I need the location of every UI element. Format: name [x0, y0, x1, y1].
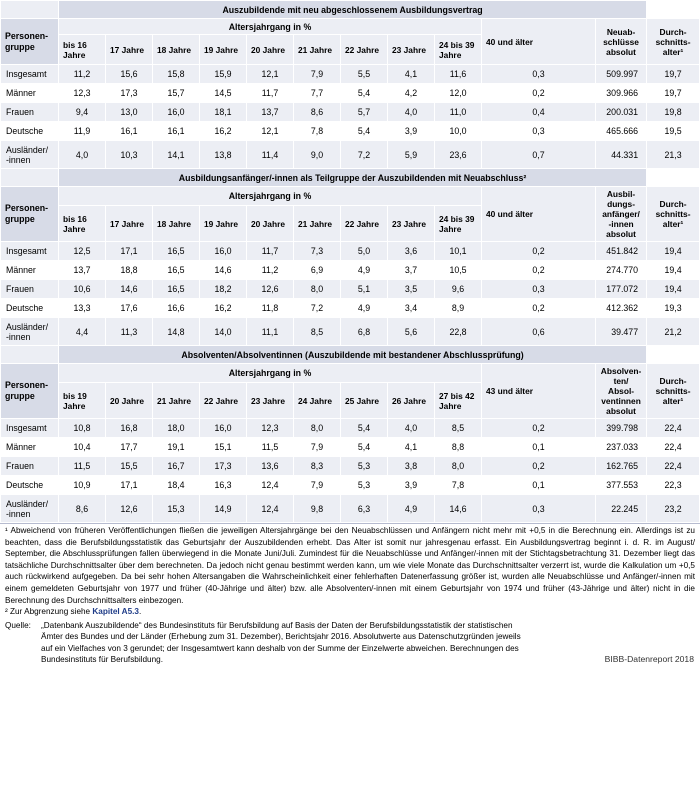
column-header: 24 Jahre [294, 383, 341, 419]
table-cell: 12,6 [247, 280, 294, 299]
column-header: 27 bis 42 Jahre [435, 383, 482, 419]
table-cell: 39.477 [596, 318, 647, 346]
table-cell: 14,1 [153, 141, 200, 169]
table-cell: 5,4 [341, 438, 388, 457]
table-cell: 7,3 [294, 242, 341, 261]
row-label: Insgesamt [1, 419, 59, 438]
table-cell: 11,6 [435, 65, 482, 84]
table-cell: 16,0 [200, 419, 247, 438]
table-cell: 18,4 [153, 476, 200, 495]
table-cell: 412.362 [596, 299, 647, 318]
column-header: Neuab-schlüsse absolut [596, 19, 647, 65]
table-cell: 6,9 [294, 261, 341, 280]
table-cell: 4,9 [341, 299, 388, 318]
table-cell: 177.072 [596, 280, 647, 299]
table-cell: 9,6 [435, 280, 482, 299]
column-header: 17 Jahre [106, 35, 153, 65]
table-cell: 7,2 [341, 141, 388, 169]
row-label: Deutsche [1, 122, 59, 141]
table-cell: 9,0 [294, 141, 341, 169]
table-row [1, 419, 700, 438]
column-header: 21 Jahre [153, 383, 200, 419]
table-cell: 14,6 [106, 280, 153, 299]
table-cell: 19,7 [647, 84, 700, 103]
table-cell: 3,8 [388, 457, 435, 476]
table-cell: 3,4 [388, 299, 435, 318]
table-cell: 8,6 [59, 495, 106, 523]
source-text: „Datenbank Auszubildende“ des Bundesinstituts für Berufsbildung auf Basis der Daten der Berufsbildungsstatistik der statistischen Ämter des Bundes und der Länder (Erhebung zum 31. Dezember), Berichtsjahr 2016. Absolutwerte aus Datenschutzgründen jeweils auf ein Vielfaches von 3 gerundet; der Insgesamtwert kann deshalb von der Summe der Einzelwerte abweichen. Berechnungen des Bundesinstituts für Berufsbildung. [41, 620, 521, 664]
table-cell: 10,4 [59, 438, 106, 457]
source-label: Quelle: [5, 620, 31, 630]
table-cell: 16,8 [106, 419, 153, 438]
table-cell: 4,4 [59, 318, 106, 346]
table-cell: 19,5 [647, 122, 700, 141]
section-title: Ausbildungsanfänger/-innen als Teilgruppe der Auszubildenden mit Neuabschluss² [59, 169, 647, 187]
column-header: 22 Jahre [341, 35, 388, 65]
table-cell: 16,0 [200, 242, 247, 261]
table-cell: 22,4 [647, 419, 700, 438]
table-cell: 11,9 [59, 122, 106, 141]
table-cell: 19,8 [647, 103, 700, 122]
table-cell: 10,0 [435, 122, 482, 141]
table-cell: 15,5 [106, 457, 153, 476]
table-cell: 7,2 [294, 299, 341, 318]
age-group-header: Altersjahrgang in % [59, 19, 482, 35]
table-cell: 18,1 [200, 103, 247, 122]
table-cell: 13,6 [247, 457, 294, 476]
column-header: Durch-schnitts-alter¹ [647, 187, 700, 242]
table-cell: 19,4 [647, 242, 700, 261]
table-cell: 16,2 [200, 299, 247, 318]
table-cell: 19,4 [647, 261, 700, 280]
table-cell: 12,3 [247, 419, 294, 438]
table-cell: 14,6 [435, 495, 482, 523]
table-cell: 11,4 [247, 141, 294, 169]
table-cell: 0,3 [482, 122, 596, 141]
table-cell: 10,9 [59, 476, 106, 495]
table-cell: 8,5 [294, 318, 341, 346]
column-header: 21 Jahre [294, 35, 341, 65]
table-cell: 12,3 [59, 84, 106, 103]
table-cell: 22,4 [647, 438, 700, 457]
table-cell: 10,6 [59, 280, 106, 299]
table-cell: 0,3 [482, 65, 596, 84]
table-cell: 11,3 [106, 318, 153, 346]
table-cell: 7,9 [294, 476, 341, 495]
table-cell: 17,1 [106, 476, 153, 495]
table-cell: 5,7 [341, 103, 388, 122]
table-cell: 11,1 [247, 318, 294, 346]
table-cell: 0,2 [482, 419, 596, 438]
table-cell: 8,9 [435, 299, 482, 318]
table-cell: 4,0 [388, 419, 435, 438]
table-cell: 4,0 [388, 103, 435, 122]
table-row [1, 84, 700, 103]
table-row [1, 457, 700, 476]
table-cell: 18,2 [200, 280, 247, 299]
row-label: Ausländer/ -innen [1, 318, 59, 346]
table-row [1, 495, 700, 523]
table-cell: 10,8 [59, 419, 106, 438]
table-cell: 3,7 [388, 261, 435, 280]
header-spacer [1, 1, 59, 19]
table-cell: 13,3 [59, 299, 106, 318]
table-cell: 6,3 [341, 495, 388, 523]
column-header: 40 und älter [482, 19, 596, 65]
table-cell: 0,3 [482, 495, 596, 523]
table-cell: 13,7 [247, 103, 294, 122]
table-cell: 16,1 [106, 122, 153, 141]
table-cell: 14,0 [200, 318, 247, 346]
table-cell: 21,3 [647, 141, 700, 169]
table-cell: 0,3 [482, 280, 596, 299]
age-group-header: Altersjahrgang in % [59, 187, 482, 206]
group-header: Personen- gruppe [1, 364, 59, 419]
footnote-1: ¹ Abweichend von früheren Veröffentlichungen fließen die jeweiligen Altersjahrgänge bei den Neuabschlüssen und Anfängern nicht mehr mit +0,5 in die Berechnung ein. Allerdings ist zu beachten, dass die Berufsbildungsstatistik das Geburtsjahr der Auszubildenden erhebt. Das Alter ist somit nur jahresgenau erfasst. Ein Ausbildungsvertrag beginnt i. d. R. im August/ September, die Abschlussprüfungen fallen überwiegend in die Monate Juni/Juli. Zumindest für die Neuabschlüsse und Anfänger/-innen mit der Stichtagsbetrachtung 31. Dezember liegt das tatsächliche Durchschnittsalter über dem berechneten. Da jedoch nicht genau bestimmt werden kann, um wie viele Monate das Durchschnittsalter verzerrt ist, wurde die Kalkulation um +0,5 auch rückwirkend aufgegeben. Da bei sehr hohen Altersangaben die Wahrscheinlichkeit einer fehlerhaften Datenerfassung größer ist, wurden alle Neuabschlüsse und Anfänger/-innen mit einem gemeldeten Geburtsjahr von 1977 und früher (40-Jährige und älter) bzw. alle Absolventen/-innen mit einem Geburtsjahr von 1974 und früher (43-Jährige und älter) nicht in die Berechnung des Durchschnittsalters einbezogen. [5, 526, 695, 605]
table-cell: 16,1 [153, 122, 200, 141]
table-cell: 5,5 [341, 65, 388, 84]
table-cell: 5,9 [388, 141, 435, 169]
table-cell: 12,1 [247, 122, 294, 141]
table-cell: 5,3 [341, 457, 388, 476]
table-cell: 11,2 [247, 261, 294, 280]
table-cell: 309.966 [596, 84, 647, 103]
table-cell: 22,4 [647, 457, 700, 476]
table-cell: 13,0 [106, 103, 153, 122]
table-cell: 8,0 [294, 419, 341, 438]
table-cell: 162.765 [596, 457, 647, 476]
age-group-header: Altersjahrgang in % [59, 364, 482, 383]
table-cell: 399.798 [596, 419, 647, 438]
header-spacer [1, 169, 59, 187]
table-cell: 5,1 [341, 280, 388, 299]
column-header: 24 bis 39 Jahre [435, 206, 482, 242]
table-cell: 14,9 [200, 495, 247, 523]
table-cell: 9,4 [59, 103, 106, 122]
table-cell: 19,1 [153, 438, 200, 457]
column-header: bis 19 Jahre [59, 383, 106, 419]
table-cell: 5,4 [341, 419, 388, 438]
table-row [1, 299, 700, 318]
table-cell: 509.997 [596, 65, 647, 84]
table-cell: 16,6 [153, 299, 200, 318]
column-header: 21 Jahre [294, 206, 341, 242]
header-spacer [1, 346, 59, 364]
table-cell: 21,2 [647, 318, 700, 346]
column-header: 20 Jahre [106, 383, 153, 419]
table-cell: 14,6 [200, 261, 247, 280]
table-cell: 11,8 [247, 299, 294, 318]
column-header: bis 16 Jahre [59, 206, 106, 242]
table-cell: 12,5 [59, 242, 106, 261]
table-cell: 10,3 [106, 141, 153, 169]
table-cell: 11,5 [247, 438, 294, 457]
table-cell: 6,8 [341, 318, 388, 346]
row-label: Insgesamt [1, 242, 59, 261]
table-cell: 4,1 [388, 65, 435, 84]
table-row [1, 242, 700, 261]
table-cell: 4,2 [388, 84, 435, 103]
table-cell: 0,1 [482, 438, 596, 457]
table-row [1, 261, 700, 280]
table-cell: 12,4 [247, 495, 294, 523]
table-cell: 19,7 [647, 65, 700, 84]
table-cell: 10,1 [435, 242, 482, 261]
table-cell: 12,6 [106, 495, 153, 523]
table-cell: 12,0 [435, 84, 482, 103]
column-header: 18 Jahre [153, 206, 200, 242]
table-cell: 3,9 [388, 122, 435, 141]
table-cell: 4,9 [341, 261, 388, 280]
table-cell: 16,0 [153, 103, 200, 122]
table-cell: 5,4 [341, 84, 388, 103]
table-cell: 44.331 [596, 141, 647, 169]
column-header: 43 und älter [482, 364, 596, 419]
table-cell: 11,2 [59, 65, 106, 84]
table-row [1, 476, 700, 495]
table-cell: 22,8 [435, 318, 482, 346]
table-cell: 15,8 [153, 65, 200, 84]
table-cell: 3,6 [388, 242, 435, 261]
table-cell: 10,5 [435, 261, 482, 280]
source-block [0, 618, 700, 666]
table-cell: 17,1 [106, 242, 153, 261]
column-header: 20 Jahre [247, 35, 294, 65]
column-header: 26 Jahre [388, 383, 435, 419]
column-header: Ausbil-dungs-anfänger/ -innen absolut [596, 187, 647, 242]
chapter-link[interactable]: Kapitel A5.3 [92, 607, 139, 617]
table-cell: 7,7 [294, 84, 341, 103]
table-cell: 22.245 [596, 495, 647, 523]
table-row [1, 438, 700, 457]
table-cell: 465.666 [596, 122, 647, 141]
table-cell: 8,5 [435, 419, 482, 438]
table-cell: 7,8 [435, 476, 482, 495]
table-cell: 17,6 [106, 299, 153, 318]
table-cell: 377.553 [596, 476, 647, 495]
table-cell: 16,2 [200, 122, 247, 141]
table-row [1, 318, 700, 346]
column-header: bis 16 Jahre [59, 35, 106, 65]
table-cell: 5,0 [341, 242, 388, 261]
table-cell: 8,3 [294, 457, 341, 476]
table-cell: 0,2 [482, 242, 596, 261]
table-cell: 23,6 [435, 141, 482, 169]
table-cell: 200.031 [596, 103, 647, 122]
table-cell: 9,8 [294, 495, 341, 523]
table-cell: 14,5 [200, 84, 247, 103]
table-cell: 237.033 [596, 438, 647, 457]
brand-label: BIBB-Datenreport 2018 [604, 653, 694, 664]
row-label: Männer [1, 261, 59, 280]
column-header: 22 Jahre [341, 206, 388, 242]
column-header: 20 Jahre [247, 206, 294, 242]
table-cell: 23,2 [647, 495, 700, 523]
table-row [1, 122, 700, 141]
table-cell: 12,4 [247, 476, 294, 495]
table-cell: 15,1 [200, 438, 247, 457]
table-cell: 4,1 [388, 438, 435, 457]
table-cell: 15,9 [200, 65, 247, 84]
table-cell: 0,1 [482, 476, 596, 495]
column-header: 19 Jahre [200, 35, 247, 65]
column-header: 19 Jahre [200, 206, 247, 242]
table-cell: 3,9 [388, 476, 435, 495]
column-header: Durch-schnitts-alter¹ [647, 19, 700, 65]
table-cell: 0,2 [482, 299, 596, 318]
table-cell: 16,7 [153, 457, 200, 476]
table-row [1, 103, 700, 122]
table-cell: 0,2 [482, 261, 596, 280]
table-cell: 0,4 [482, 103, 596, 122]
table-cell: 8,0 [294, 280, 341, 299]
table-cell: 0,2 [482, 84, 596, 103]
table-cell: 0,6 [482, 318, 596, 346]
column-header: 18 Jahre [153, 35, 200, 65]
row-label: Insgesamt [1, 65, 59, 84]
column-header: 25 Jahre [341, 383, 388, 419]
table-cell: 11,7 [247, 242, 294, 261]
table-cell: 15,7 [153, 84, 200, 103]
table-cell: 15,6 [106, 65, 153, 84]
table-cell: 4,9 [388, 495, 435, 523]
column-header: 40 und älter [482, 187, 596, 242]
table-cell: 8,0 [435, 457, 482, 476]
column-header: 23 Jahre [388, 206, 435, 242]
table-cell: 17,3 [106, 84, 153, 103]
table-cell: 18,0 [153, 419, 200, 438]
table-cell: 5,3 [341, 476, 388, 495]
table-cell: 16,5 [153, 261, 200, 280]
group-header: Personen- gruppe [1, 19, 59, 65]
table-cell: 4,0 [59, 141, 106, 169]
column-header: 23 Jahre [388, 35, 435, 65]
footnote-2: ² Zur Abgrenzung siehe Kapitel A5.3. [5, 607, 142, 617]
table-cell: 13,8 [200, 141, 247, 169]
table-cell: 18,8 [106, 261, 153, 280]
table-cell: 7,9 [294, 65, 341, 84]
column-header: 24 bis 39 Jahre [435, 35, 482, 65]
table-cell: 13,7 [59, 261, 106, 280]
table-cell: 451.842 [596, 242, 647, 261]
table-cell: 5,6 [388, 318, 435, 346]
footnotes [0, 524, 700, 618]
row-label: Ausländer/ -innen [1, 141, 59, 169]
row-label: Männer [1, 84, 59, 103]
column-header: 23 Jahre [247, 383, 294, 419]
row-label: Deutsche [1, 476, 59, 495]
table-cell: 19,3 [647, 299, 700, 318]
table-cell: 17,3 [200, 457, 247, 476]
table-cell: 16,5 [153, 242, 200, 261]
row-label: Deutsche [1, 299, 59, 318]
table-cell: 14,8 [153, 318, 200, 346]
row-label: Ausländer/ -innen [1, 495, 59, 523]
table-cell: 19,4 [647, 280, 700, 299]
table-cell: 274.770 [596, 261, 647, 280]
table-cell: 11,0 [435, 103, 482, 122]
table-cell: 7,8 [294, 122, 341, 141]
column-header: Durch-schnitts-alter¹ [647, 364, 700, 419]
table-cell: 0,7 [482, 141, 596, 169]
row-label: Männer [1, 438, 59, 457]
table-cell: 15,3 [153, 495, 200, 523]
column-header: Absolven-ten/ Absol-ventinnen absolut [596, 364, 647, 419]
table-cell: 16,5 [153, 280, 200, 299]
row-label: Frauen [1, 103, 59, 122]
table-row [1, 65, 700, 84]
section-title: Absolventen/Absolventinnen (Auszubildende mit bestandener Abschlussprüfung) [59, 346, 647, 364]
column-header: 17 Jahre [106, 206, 153, 242]
row-label: Frauen [1, 280, 59, 299]
table-row [1, 280, 700, 299]
table-cell: 5,4 [341, 122, 388, 141]
table-cell: 7,9 [294, 438, 341, 457]
table-cell: 0,2 [482, 457, 596, 476]
row-label: Frauen [1, 457, 59, 476]
table-cell: 17,7 [106, 438, 153, 457]
table-cell: 12,1 [247, 65, 294, 84]
table-cell: 8,8 [435, 438, 482, 457]
table-cell: 22,3 [647, 476, 700, 495]
column-header: 22 Jahre [200, 383, 247, 419]
table-cell: 8,6 [294, 103, 341, 122]
table-cell: 16,3 [200, 476, 247, 495]
table-cell: 11,7 [247, 84, 294, 103]
table-row [1, 141, 700, 169]
table-cell: 11,5 [59, 457, 106, 476]
table-cell: 3,5 [388, 280, 435, 299]
section-title: Auszubildende mit neu abgeschlossenem Ausbildungsvertrag [59, 1, 647, 19]
group-header: Personen- gruppe [1, 187, 59, 242]
